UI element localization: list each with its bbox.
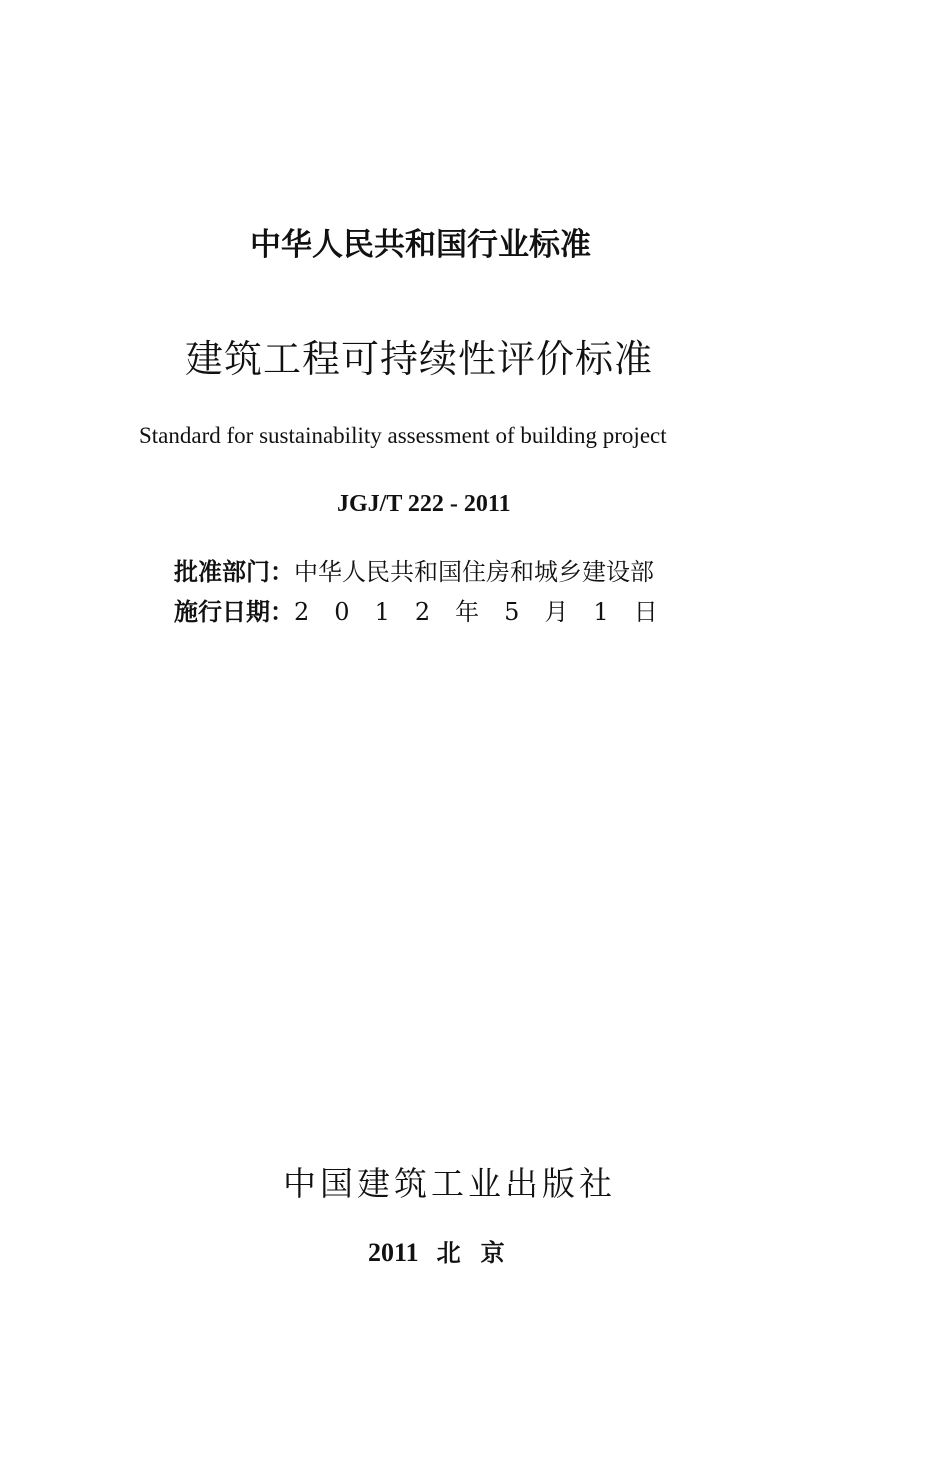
effective-date-part: 月: [544, 598, 569, 626]
effective-date-part: 2: [294, 598, 310, 626]
title-chinese: 建筑工程可持续性评价标准: [185, 337, 654, 381]
approval-department: [174, 557, 654, 586]
imprint-city: 北京: [436, 1239, 525, 1267]
title-english: Standard for sustainability assessment of building project: [139, 423, 667, 448]
standard-code: JGJ/T 222 - 2011: [337, 491, 511, 517]
effective-date-part: 0: [334, 598, 350, 626]
publisher-name: 中国建筑工业出版社: [283, 1164, 616, 1203]
approval-label: 批准部门：: [174, 557, 294, 586]
effective-date-part: 年: [455, 598, 480, 626]
effective-date-part: 2: [414, 598, 431, 626]
effective-date-part: 5: [504, 598, 520, 626]
effective-date-part: 日: [633, 598, 658, 626]
approval-value: 中华人民共和国住房和城乡建设部: [294, 558, 654, 586]
imprint-line: [368, 1240, 525, 1266]
effective-date: [174, 597, 683, 626]
effective-date-part: 1: [374, 598, 390, 626]
effective-label: 施行日期：: [174, 597, 294, 626]
imprint-year: 2011: [368, 1238, 419, 1267]
industry-standard-heading: 中华人民共和国行业标准: [250, 227, 591, 263]
effective-date-part: 1: [593, 598, 609, 626]
